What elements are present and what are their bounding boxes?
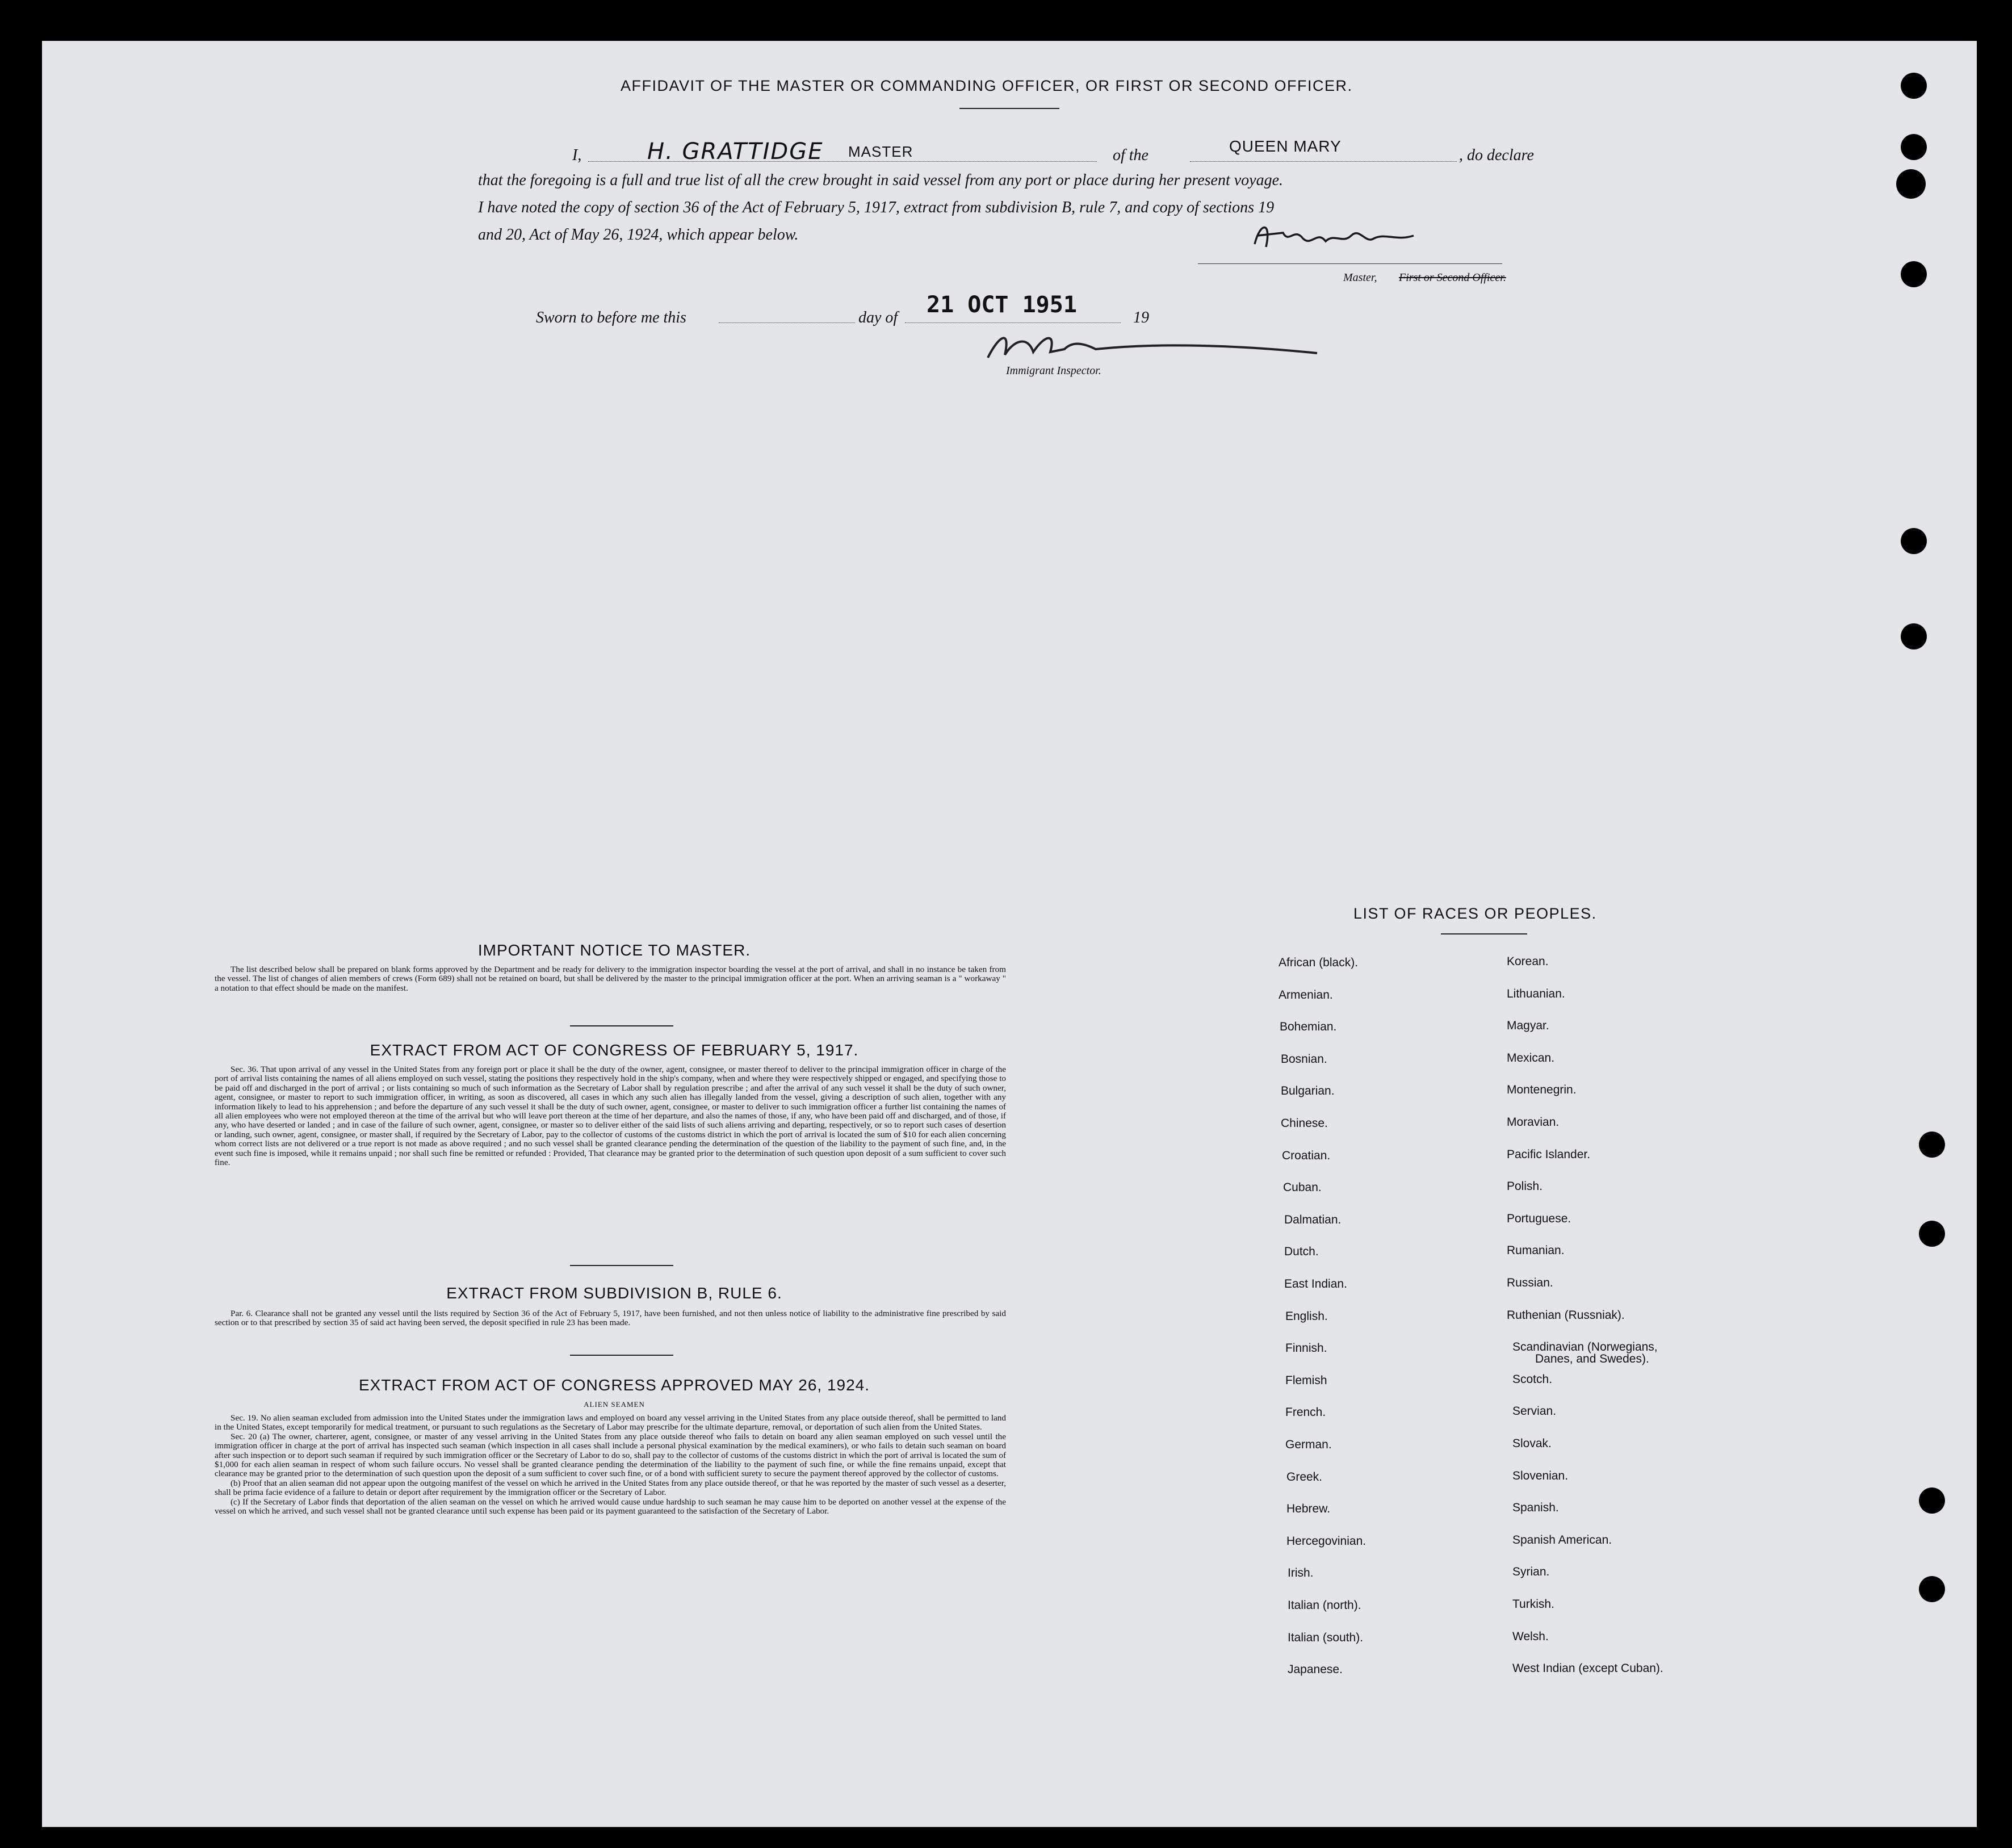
sec-20a-paragraph: Sec. 20 (a) The owner, charterer, agent, consignee, or master of any vessel arriving in the United States from any place outside thereof who fails to detain on board any alien seaman employed on such vessel until the immigration officer in charge at the port of arrival has inspected such seaman (which inspection in all cases shall include a personal physical examination by the medical examiners), or who fails to detain such seaman on board after such inspection or to deport such seaman if required by such immigration officer or the Secretary of Labor to do so, shall pay to the collector of customs of the customs district in which the port of arrival is located the sum of $1,000 for each alien seaman in respect of whom such failure occurs. No vessel shall be granted clearance pending the determination of the liability to the payment of such fine, or while the fine remains unpaid, except that clearance may be granted prior to the determination of such question upon the deposit of a sum sufficient to cover such fine, or of a bond with sufficient surety to secure the payment thereof approved by the collector of customs. — [215, 1431, 1006, 1479]
race-entry: Welsh. — [1512, 1630, 1549, 1643]
punch-hole — [1901, 623, 1927, 649]
divider — [1441, 933, 1527, 935]
master-name-handwritten: H. GRATTIDGE — [647, 139, 824, 165]
affidavit-line-4: and 20, Act of May 26, 1924, which appear below. — [478, 226, 799, 244]
inspector-caption: Immigrant Inspector. — [1006, 364, 1101, 377]
extract-1924-body — [215, 1414, 1006, 1516]
extract-1917-title: EXTRACT FROM ACT OF CONGRESS OF FEBRUARY 5, 1917. — [370, 1041, 859, 1059]
races-title: LIST OF RACES OR PEOPLES. — [1353, 905, 1597, 922]
extract-1917-body — [215, 1065, 1006, 1167]
punch-hole — [1919, 1132, 1945, 1158]
race-entry: Armenian. — [1279, 988, 1333, 1001]
race-entry: Spanish American. — [1512, 1533, 1612, 1547]
race-entry: Lithuanian. — [1507, 987, 1565, 1000]
divider — [570, 1265, 673, 1266]
punch-hole — [1901, 261, 1927, 287]
race-entry: English. — [1285, 1310, 1328, 1323]
race-entry: German. — [1285, 1438, 1332, 1451]
vessel-blank — [1190, 158, 1457, 162]
race-entry: Cuban. — [1283, 1181, 1322, 1194]
punch-hole — [1919, 1576, 1945, 1602]
affidavit-line-3: I have noted the copy of section 36 of the Act of February 5, 1917, extract from subdivision B, rule 7, and copy of sections 19 — [478, 199, 1275, 216]
signature-line — [1198, 262, 1502, 264]
notice-body — [215, 965, 1006, 993]
race-entry: Dalmatian. — [1284, 1213, 1342, 1226]
extract-1924-title: EXTRACT FROM ACT OF CONGRESS APPROVED MAY 26, 1924. — [358, 1376, 870, 1394]
day-of-label: day of — [858, 309, 898, 326]
race-entry: Greek. — [1286, 1470, 1323, 1484]
declare-label: , do declare — [1459, 146, 1534, 164]
struck-officer-caption: First or Second Officer. — [1399, 271, 1506, 284]
race-entry: Montenegrin. — [1507, 1083, 1577, 1096]
race-entry: Turkish. — [1512, 1598, 1554, 1611]
race-entry: Syrian. — [1512, 1565, 1550, 1578]
master-caption: Master, — [1343, 271, 1377, 284]
race-entry: Bulgarian. — [1281, 1084, 1335, 1097]
race-entry: Mexican. — [1507, 1051, 1555, 1065]
punch-hole — [1901, 528, 1927, 554]
race-entry: Servian. — [1512, 1405, 1557, 1418]
race-entry: Slovak. — [1512, 1437, 1552, 1450]
race-entry: Croatian. — [1282, 1149, 1331, 1162]
race-entry: Scotch. — [1512, 1373, 1553, 1386]
par-6-paragraph: Par. 6. Clearance shall not be granted any vessel until the lists required by Section 36 of the Act of February 5, 1917, have been furnished, and not then unless notice of liability to the administrative fine prescribed by said section or to that prescribed by section 35 of said act having been served, the deposit specified in rule 23 has been made. — [215, 1309, 1006, 1328]
date-stamp: 21 OCT 1951 — [927, 292, 1077, 318]
affidavit-line-2: that the foregoing is a full and true list of all the crew brought in said vessel from any port or place during her present voyage. — [478, 171, 1284, 189]
notice-title: IMPORTANT NOTICE TO MASTER. — [477, 941, 751, 959]
punch-hole — [1896, 169, 1926, 199]
sec-36-paragraph: Sec. 36. That upon arrival of any vessel in the United States from any foreign port or place it shall be the duty of the owner, agent, consignee, or master thereof to deliver to the principal immigration officer in charge of the port of arrival lists containing the names of all aliens employed on such vessel, stating the positions they respectively hold in the ship's company, when and where they were respectively shipped or engaged, and specifying those to be paid off and discharged in the port of arrival ; or lists containing so much of such information as the Secretary of Labor shall by regulation prescribe ; and after the arrival of any such vessel it shall be the duty of such owner, agent, consignee, or master to report to such immigration officer, in writing, as soon as discovered, all cases in which any such alien has illegally landed from the vessel, giving a description of such alien, together with any information likely to lead to his apprehension ; and before the departure of any such vessel it shall be the duty of such owner, agent, consignee, or master to deliver to such immigration officer a further list containing the names of all alien employees who were not employed thereon at the time of the arrival but who will leave port thereon at the time of her departure, and also the names of those, if any, who have been paid off and discharged, and of those, if any, who have deserted or landed ; and in case of the failure of such owner, agent, consignee, or master so to deliver either of the said lists of such aliens arriving and departing, respectively, or so to report such cases of desertion or landing, such owner, agent, consignee, or master shall, if required by the Secretary of Labor, pay to the collector of customs of the customs district in which the port of arrival is located the sum of $10 for each alien concerning whom correct lists are not delivered or a true report is not made as above required ; and no such vessel shall be granted clearance pending the determination of the question of the liability to the payment of such fine, and, in the event such fine is imposed, while it remains unpaid ; nor shall such fine be remitted or refunded : Provided, That clearance may be granted prior to the determination of such question upon deposit of a sum sufficient to cover such fine. — [215, 1065, 1007, 1168]
race-entry: Korean. — [1507, 955, 1549, 968]
race-entry: Slovenian. — [1512, 1469, 1569, 1482]
race-continuation: Danes, and Swedes). — [1535, 1352, 1649, 1365]
vessel-name: QUEEN MARY — [1229, 137, 1342, 155]
race-entry: Chinese. — [1281, 1117, 1328, 1130]
divider — [570, 1025, 673, 1026]
race-entry: West Indian (except Cuban). — [1512, 1662, 1663, 1675]
race-entry: Moravian. — [1507, 1116, 1560, 1129]
race-entry: Rumanian. — [1507, 1244, 1565, 1257]
race-entry: Finnish. — [1285, 1342, 1327, 1355]
rule-6-body — [215, 1309, 1006, 1328]
punch-hole — [1919, 1487, 1945, 1514]
race-entry: Ruthenian (Russniak). — [1507, 1309, 1625, 1322]
punch-hole — [1919, 1221, 1945, 1247]
race-entry: Bohemian. — [1280, 1020, 1337, 1033]
race-entry: Russian. — [1507, 1276, 1553, 1289]
year-suffix: 19 — [1133, 309, 1149, 326]
race-entry: Portuguese. — [1507, 1212, 1571, 1225]
notice-paragraph: The list described below shall be prepared on blank forms approved by the Department and be ready for delivery to the immigration inspector boarding the vessel at the port of arrival, and shall in no instance be taken from the vessel. The list of changes of alien members of crews (Form 689) shall not be retained on board, but shall be delivered by the master to the principal immigration officer at the port. When an arriving seaman is a " workaway " a notation to that effect should be made on the manifest. — [215, 965, 1006, 993]
punch-hole — [1901, 134, 1927, 160]
race-entry: African (black). — [1279, 956, 1359, 969]
sworn-day-blank — [719, 319, 855, 323]
affidavit-title: AFFIDAVIT OF THE MASTER OR COMMANDING OFFICER, OR FIRST OR SECOND OFFICER. — [621, 77, 1353, 94]
rank-value: MASTER — [848, 143, 913, 160]
divider — [570, 1355, 673, 1356]
of-the-label: of the — [1113, 146, 1148, 164]
race-entry: Bosnian. — [1281, 1053, 1327, 1066]
race-entry: Italian (south). — [1288, 1631, 1364, 1644]
race-entry: Hercegovinian. — [1286, 1535, 1367, 1548]
punch-hole — [1901, 73, 1927, 99]
race-entry: Spanish. — [1512, 1501, 1559, 1514]
race-entry: Pacific Islander. — [1507, 1148, 1591, 1161]
race-entry: French. — [1285, 1406, 1326, 1419]
race-entry: Hebrew. — [1286, 1502, 1331, 1515]
sec-20b-paragraph: (b) Proof that an alien seaman did not appear upon the outgoing manifest of the vessel on which he arrived in the United States from any place outside thereof, or that he was reported by the master of such vessel as a deserter, shall be prima facie evidence of a failure to detain or deport after requirement by the immigration officer or the Secretary of Labor. — [215, 1478, 1006, 1498]
sworn-label: Sworn to before me this — [536, 309, 686, 326]
sec-20c-paragraph: (c) If the Secretary of Labor finds that deportation of the alien seaman on the vessel on which he arrived would cause undue hardship to such seaman he may cause him to be deported on another vessel at the expense of the vessel on which he arrived, and such vessel shall not be granted clearance until such expense has been paid or its payment guaranteed to the satisfaction of the Secretary of Labor. — [215, 1497, 1006, 1516]
race-entry: Italian (north). — [1288, 1599, 1361, 1612]
alien-seamen-subtitle: ALIEN SEAMEN — [584, 1400, 645, 1409]
race-entry: Dutch. — [1284, 1245, 1319, 1258]
race-entry: East Indian. — [1284, 1277, 1347, 1290]
race-entry: Japanese. — [1288, 1663, 1343, 1676]
master-signature — [1249, 216, 1442, 255]
divider — [959, 108, 1059, 109]
sec-19-paragraph: Sec. 19. No alien seaman excluded from admission into the United States under the immigration laws and employed on board any vessel arriving in the United States from any place outside thereof, shall be permitted to land in the United States, except temporarily for medical treatment, or pursuant to such regulations as the Secretary of Labor may prescribe for the ultimate departure, removal, or deportation of such alien from the United States. — [215, 1413, 1006, 1432]
race-entry: Irish. — [1288, 1566, 1314, 1579]
race-entry: Scandinavian (Norwegians, — [1512, 1340, 1658, 1353]
race-entry: Polish. — [1507, 1180, 1543, 1193]
affidavit-i-label: I, — [572, 146, 582, 164]
race-entry: Magyar. — [1507, 1019, 1549, 1032]
race-entry: Flemish — [1285, 1374, 1327, 1387]
date-blank — [905, 319, 1121, 323]
inspector-signature — [965, 324, 1328, 369]
rule-6-title: EXTRACT FROM SUBDIVISION B, RULE 6. — [446, 1284, 782, 1302]
